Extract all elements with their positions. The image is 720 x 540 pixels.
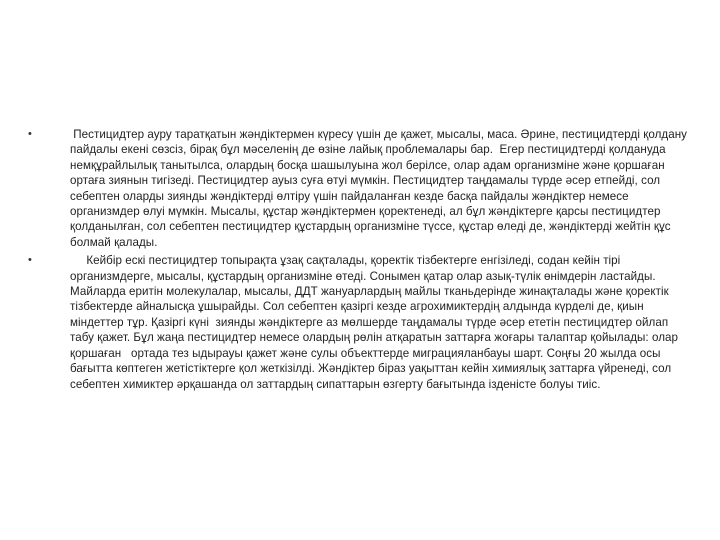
- bullet-text: Пестицидтер ауру таратқатын жәндіктермен күресу үшін де қажет, мысалы, маса. Әрине, пестицидтерді қолдану пайдалы екені сөзсіз, бірақ бұл мәселенің де өзіне лайық проблемалары бар. Егер пестицидтерді қолдануда немқұрайлылық танытылса, олардың босқа шашылуына жол берілсе, олар адам организміне және қоршаған ортаға зиянын тигізеді. Пестицидтер ауыз суға өтуі мүмкін. Пестицидтер таңдамалы түрде әсер етпейді, сол себептен оларды зиянды жәндіктерді өлтіру үшін пайдаланған кезде басқа пайдалы жәндіктер немесе организмдер өлуі мүмкін. Мысалы, құстар жәндіктермен қоректенеді, ал бұл жәндіктерге қарсы пестицидтер қолданылған, сол себептен пестицидтер құстардың организміне түссе, құстар өледі де, жәндіктерді жейтін құс болмай қалады.: [70, 128, 691, 249]
- bullet-list: [28, 127, 691, 395]
- bullet-item-old-pesticides-persistence: [28, 253, 688, 392]
- bullet-item-pesticides-insect-control: [28, 127, 691, 250]
- bullet-marker: •: [28, 128, 32, 140]
- bullet-text: Кейбір ескі пестицидтер топырақта ұзақ сақталады, қоректік тізбектерге енгізіледі, содан кейін тірі организмдерге, мысалы, құстардың организміне өтеді. Сонымен қатар олар азық-түлік өнімдерін ластайды. Майларда еритін молекулалар, мысалы, ДДТ жануарлардың майлы тканьдерінде жинақталады және қоректік тізбектерде айналысқа ұшырайды. Сол себептен қазіргі кезде агрохимиктердің алдында күрделі де, қиын міндеттер тұр. Қазіргі күні зиянды жәндіктерге аз мөлшерде таңдамалы түрде әсер ететін пестицидтер ойлап табу қажет. Бұл жаңа пестицидтер немесе олардың рөлін атқаратын заттарға жоғары талаптар қойылады: олар қоршаған ортада тез ыдырауы қажет және сулы объекттерде миграцияланбауы шарт. Соңғы 20 жылда осы бағытта көптеген жетістіктерге қол жеткізілді. Жәндіктер біраз уақыттан кейін химиялық заттарға үйренеді, сол себептен химиктер әрқашанда ол заттардың сипаттарын өзгерту бағытында ізденісте болуы тиіс.: [70, 254, 682, 391]
- bullet-marker: •: [28, 254, 32, 267]
